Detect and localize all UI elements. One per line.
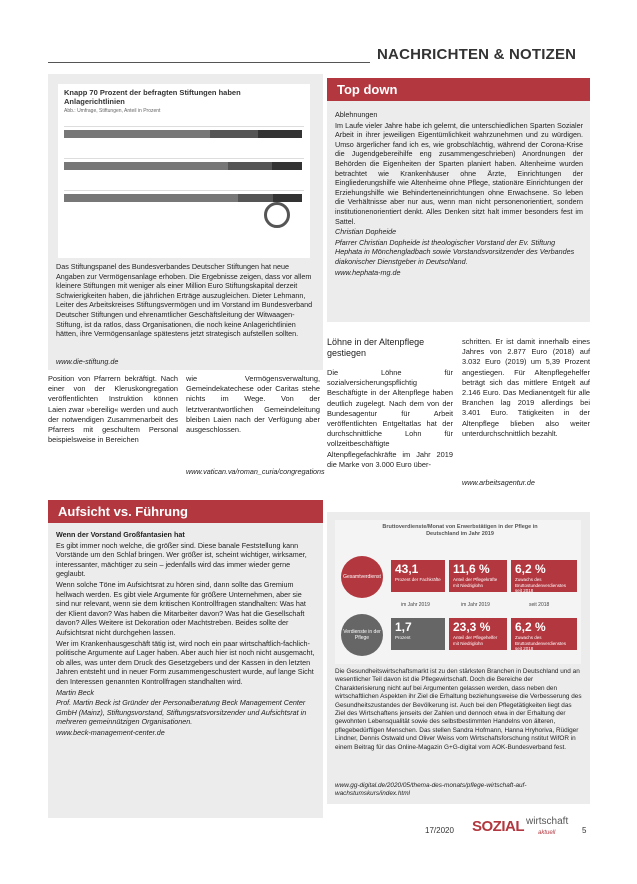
aufsicht-bio: Prof. Martin Beck ist Gründer der Personalberatung Beck Management Center GmbH (Mainz), Stiftungsvorstand, Stiftungsratsvorsitzender und Aufsichtsrat in mehreren gemeinnützigen Organisationen.	[56, 698, 307, 727]
infographic-link[interactable]: www.gg-digital.de/2020/05/thema-des-monats/pflege-wirtschaft-auf-wachstumskurs/index.html	[335, 782, 527, 798]
chart-panel	[48, 74, 323, 370]
topdown-link[interactable]: www.hephata-mg.de	[335, 267, 401, 277]
tile-4: 1,7 Prozent	[391, 618, 445, 650]
year-1: im Jahr 2019	[401, 602, 430, 608]
section-title: NACHRICHTEN & NOTIZEN	[377, 46, 577, 63]
tile-6: 6,2 % Zuwachs des Bruttostundenverdienstes seit 2018	[511, 618, 577, 650]
bar-2c	[272, 162, 302, 170]
bar-2b	[228, 162, 272, 170]
header-rule	[48, 62, 370, 63]
tile-5: 23,3 % Anteil der Pflegehelfer mit Niedriglohn	[449, 618, 507, 650]
aufsicht-author: Martin Beck	[56, 687, 94, 697]
chart-link[interactable]: www.die-stiftung.de	[56, 357, 119, 366]
aufsicht-p1: Wenn der Vorstand Großfantasien hat	[56, 530, 185, 539]
chart-logo-icon	[264, 202, 290, 228]
infographic-title: Bruttoverdienste/Monat von Erwerbstätigen in der Pflege in Deutschland im Jahr 2019	[382, 524, 538, 537]
loehne-link[interactable]: www.arbeitsagentur.de	[462, 478, 535, 487]
bar-3b	[238, 194, 273, 202]
infographic	[335, 520, 581, 664]
brand-bold: SOZIAL	[472, 818, 524, 835]
left-col-2: wie Vermögensverwaltung, Gemeindekatechese oder Caritas stehe nichts im Wege. Von der letztverantwortlichen Gemeindeleitung bleiben Laien nach der Verfügung aber ausgeschlossen.	[186, 374, 320, 435]
topdown-subhead: Ablehnungen	[335, 110, 378, 119]
topdown-body	[335, 110, 583, 278]
tile-2: 11,6 % Anteil der Pflegekräfte mit Niedriglohn	[449, 560, 507, 592]
bar-1c	[258, 130, 302, 138]
aufsicht-p2: Es gibt immer noch welche, die größer sind. Diese banale Feststellung kann Vorstände um den Schlaf bringen. Wer größer ist, scheint wichtiger, wirksamer, interessanter, mächtiger zu sein – jedenfalls wird das immer wieder gerne geglaubt.	[56, 540, 307, 579]
pflege-panel	[327, 512, 590, 804]
loehne-col-2: schritten. Er ist damit innerhalb eines Jahres von 2.877 Euro (2018) auf 3.032 Euro (2019) um 5,39 Prozent angestiegen. Für Altenpflegehelfer beträgt sich das mittlere Entgelt auf 2.146 Euro. Das Medianentgelt für alle Branchen lag 2019 allerdings bei 3.401 Euro. Tätigkeiten in der Altenpflege blieben also weiter unterdurchschnittlich bezahlt.	[462, 337, 590, 438]
topdown-heading: Top down	[327, 78, 590, 101]
year-2: im Jahr 2019	[461, 602, 490, 608]
page-number: 5	[582, 826, 587, 835]
brand-logo	[472, 814, 580, 842]
aufsicht-body	[56, 530, 316, 738]
aufsicht-p3: Wenn solche Töne im Aufsichtsrat zu hören sind, dann sollte das Gremium hellwach werden. Es gibt viele Argumente für größere Unternehmen, aber sie sind nur relevant, wenn sie dem kritischen Kontrollfragen standhalten: Was hat der Klient davon? Was haben die Mitarbeiter davon? Was hat die Gesellschaft davon? Alles Weitere ist Dekoration oder Machtstreben. Beides sollte der Aufsichtsrat nicht durchgehen lassen.	[56, 579, 306, 637]
brand-light: wirtschaft	[526, 816, 569, 827]
brand-sub: aktuell	[538, 830, 556, 836]
topdown-author: Christian Dopheide	[335, 227, 397, 237]
bar-2a	[64, 162, 228, 170]
chart-title: Knapp 70 Prozent der befragten Stiftungen haben Anlagerichtlinien	[64, 88, 241, 106]
circle-gesamt: Gesamtverdienst	[341, 556, 383, 598]
bar-1b	[210, 130, 258, 138]
aufsicht-link[interactable]: www.beck-management-center.de	[56, 727, 165, 737]
bar-3a	[64, 194, 238, 202]
bar-3c	[273, 194, 302, 202]
tile-1: 43,1 Prozent der Fachkräfte	[391, 560, 445, 592]
loehne-heading: Löhne in der Altenpflege gestiegen	[327, 337, 425, 358]
circle-pflege: Verdienste in der Pflege	[341, 614, 383, 656]
chart-subtitle: Abb.: Umfrage, Stiftungen, Anteil in Prozent	[64, 108, 161, 114]
loehne-col-1: Die Löhne für sozialversicherungspflichtig Beschäftigte in der Altenpflege haben deutlich zugelegt. Nach dem von der Bundesagentur für Arbeit veröffentlichten Entgeltatlas hat der durchschnittliche Lohn für vollzeitbeschäftigte Altenpflegefachkräfte im Jahr 2019 die Marke von 3.000 Euro über-	[327, 368, 453, 469]
issue-number: 17/2020	[425, 826, 454, 835]
bar-1a	[64, 130, 210, 138]
topdown-box	[327, 78, 590, 322]
aufsicht-p4: Wer im Krankenhausgeschäft tätig ist, wird noch ein paar wirtschaftlich-fachlich-politische Argumente auf Lager haben. Aber auch hier ist noch nicht ausgemacht, ob alles, was unter dem Druck des Gesetzgebers und der Kassen in den letzten Jahren entsteht und in neuer Form zusammengeschustert wurde, auf lange Sicht den Interessen genannten Kontrollfragen standhalten wird.	[56, 638, 315, 686]
left-col-1: Position von Pfarrern bekräftigt. Nach einer von der Kleruskongregation veröffentlichten Instruktion können Laien zwar »bereilig« werden und auch der notwendigen Zusammenarbeit des Pfarrers mit geschultem Personal beispielsweise in Bereichen	[48, 374, 178, 445]
aufsicht-heading: Aufsicht vs. Führung	[48, 500, 323, 523]
topdown-text: Im Laufe vieler Jahre habe ich gelernt, die unterschiedlichen Sparten Sozialer Arbeit in ihrer jeweiligen Eigentümlichkeit wahrzunehmen und zu würdigen. Umso ärgerlicher fand ich es, wie grobschlächtig, während der Corona-Krise die Jugendgebereihilfe eng zusammengeschrieben) Anordnungen der Behörden die Eigenheiten der Sparten planiert haben. Altenheime wurden betrachtet wie Krankenhäuser ohne Ärzte, Einrichtungen der Eingliederungshilfe wie Altenheime ohne Pflege, stationäre Einrichtungen der Erziehungshilfe wie Behinderteneinrichtungen ohne Erwachsene. So leben die Verhältnisse aber nur aus, wenn man nicht personenorientiert, sondern institutionenorientiert denkt. Alles Denken sitzt halt immer besonders fest im Sattel.	[335, 120, 583, 226]
tile-3: 6,2 % Zuwachs des Bruttostundenverdienstes seit 2018	[511, 560, 577, 592]
aufsicht-box	[48, 500, 323, 818]
topdown-bio: Pfarrer Christian Dopheide ist theologischer Vorstand der Ev. Stiftung Hephata in Mönchengladbach sowie Vorstandsvorsitzender des Verbandes diakonischer Dienstgeber in Deutschland.	[335, 237, 575, 266]
chart-caption: Das Stiftungspanel des Bundesverbandes Deutscher Stiftungen hat neue Angaben zur Vermögensanlage erhoben. Die Ergebnisse zeigen, dass vor allem kleinere Stiftungen mit weniger als einer Million Euro Stiftungskapital derzeit Schwierigkeiten haben, die jährlichen Erträge auszugleichen. Dieter Lehmann, Leiter des Arbeitskreises Stiftungsvermögen und im Vorstand im Bundesverband Deutscher Stiftungen und ehrenamtlicher Geschäftsleitung der Witwaagen-Stiftung, ist da ratlos, dass Organisationen, die noch keine Anlagerichtlinien hätten, ihre Vermögensanlage spätestens jetzt strategisch aufstellen sollten.	[56, 262, 313, 339]
chart-frame	[58, 84, 310, 258]
vatican-link[interactable]: www.vatican.va/roman_curia/congregations	[186, 467, 325, 476]
year-3: seit 2018	[529, 602, 550, 608]
infographic-caption: Die Gesundheitswirtschaftsmarkt ist zu den stärksten Branchen in Deutschland und an wesentlicher Teil davon ist die Pflegewirtschaft. Doch die Bereiche der Charakterisierung nicht auf bei Argumenten gelassen werden, dass neben den wirtschaftlichen Aspekten ihr Ziel die Erhaltung beziehungsweise die Verbesserung des Gesundheitszustandes der Bevölkerung ist. Auch bei den Pflegetätigkeiten liegt das Ziel des Wirtschaftens jenseits der Zahlen und dennoch etwa in der Erhaltung der gewohnten Lebensqualität sowie des selbstbestimmten Handelns von älteren, pflegebedürftigen Menschen. Das stellen Sandra Hofmann, Hanna Hryhoriva, Rüdiger Lindner, Dennis Ostwald und Oliver Weiss vom Wirtschaftsforschung nstitut WifOR in einem Beitrag für das Online-Magazin G+G-digital vom AOK-Bundesverband fest.	[335, 668, 582, 751]
